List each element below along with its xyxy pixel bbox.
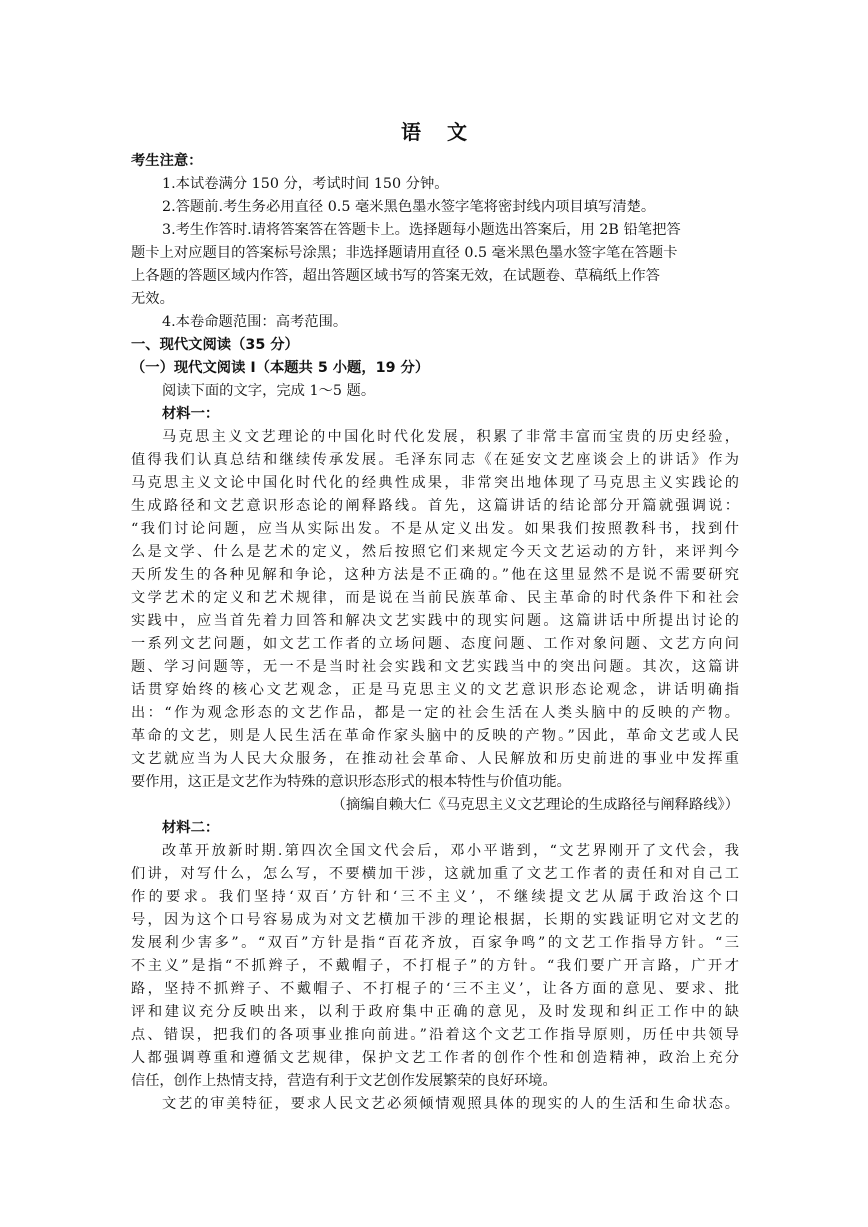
text-line: 一系列文艺问题，如文艺工作者的立场问题、态度问题、工作对象问题、文艺方向问 (131, 636, 739, 652)
document-body (131, 150, 739, 1116)
text-line: 路，坚持不抓辫子、不戴帽子、不打棍子的‘三不主义’，让各方面的意见、要求、批 (131, 981, 739, 997)
text-line: “我们讨论问题，应当从实际出发。不是从定义出发。如果我们按照教科书，找到什 (131, 521, 739, 537)
text-line: 不主义”是指“不抓辫子，不戴帽子，不打棍子”的方针。“我们要广开言路，广开才 (131, 958, 739, 974)
text-line: 改革开放新时期.第四次全国文代会后，邓小平谐到，“文艺界刚开了文代会，我 (162, 843, 739, 859)
text-line: 文艺就应当为人民大众服务，在推动社会革命、人民解放和历史前进的事业中发挥重 (131, 751, 739, 767)
notice-item: 4.本卷命题范围：高考范围。 (162, 314, 348, 330)
material-one-text (131, 426, 739, 794)
text-line: 评和建议充分反映出来，以利于政府集中正确的意见，及时发现和纠正工作中的缺 (131, 1004, 739, 1020)
notice-item: 2.答题前.考生务必用直径 0.5 毫米黑色墨水签字笔将密封线内项目填写清楚。 (162, 199, 656, 215)
text-line: 要作用，这正是文艺作为特殊的意识形态形式的根本特性与价值功能。 (131, 774, 571, 790)
section-heading: 一、现代文阅读（35 分） (131, 337, 299, 353)
text-line: 革命的文艺，则是人民生活在革命作家头脑中的反映的产物。”因此，革命文艺或人民 (131, 728, 739, 744)
text-line: 天所发生的各种见解和争论，这种方法是不正确的。”他在这里显然不是说不需要研究 (131, 567, 739, 583)
notice-heading: 考生注意： (131, 153, 203, 169)
material-one-label: 材料一： (162, 406, 220, 422)
text-line: 文艺的审美特征，要求人民文艺必须倾情观照具体的现实的人的生活和生命状态。 (162, 1096, 739, 1112)
text-line: 实践中，应当首先着力回答和解决文艺实践中的现实问题。这篇讲话中所提出讨论的 (131, 613, 739, 629)
notice-item: 上各题的答题区域内作答，超出答题区域书写的答案无效，在试题卷、草稿纸上作答 (131, 268, 660, 284)
text-line: 出：“作为观念形态的文艺作品，都是一定的社会生活在人类头脑中的反映的产物。 (131, 705, 739, 721)
subsection-heading: （一）现代文阅读 I（本题共 5 小题，19 分） (131, 360, 430, 376)
notice-item: 3.考生作答时.请将答案答在答题卡上。选择题每小题选出答案后，用 2B 铅笔把答 (162, 222, 681, 238)
text-line: 题、学习问题等，无一不是当时社会实践和文艺实践当中的突出问题。其次，这篇讲 (131, 659, 739, 675)
text-line: 话贯穿始终的核心文艺观念，正是马克思主义的文艺意识形态论观念，讲话明确指 (131, 682, 739, 698)
text-line: 生成路径和文艺意识形态论的阐释路线。首先，这篇讲话的结论部分开篇就强调说： (131, 498, 739, 514)
text-line: 们讲，对写什么，怎么写，不要横加干涉，这就加重了文艺工作者的责任和对自己工 (131, 866, 739, 882)
material-one-source: （摘编自赖大仁《马克思主义文艺理论的生成路径与阐释路线》） (331, 797, 739, 813)
text-line: 文学艺术的定义和艺术规律，而是说在当前民族革命、民主革命的时代条件下和社会 (131, 590, 739, 606)
text-line: 么是文学、什么是艺术的定义，然后按照它们来规定今天文艺运动的方针，来评判今 (131, 544, 739, 560)
text-line: 值得我们认真总结和继续传承发展。毛泽东同志《在延安文艺座谈会上的讲话》作为 (131, 452, 739, 468)
text-line: 人都强调尊重和遵循文艺规律，保护文艺工作者的创作个性和创造精神，政治上充分 (131, 1050, 739, 1066)
text-line: 马克思主义文艺理论的中国化时代化发展，积累了非常丰富而宝贵的历史经验， (162, 429, 739, 445)
text-line: 发展利少害多”。“双百”方针是指“百花齐放，百家争鸣”的文艺工作指导方针。“三 (131, 935, 739, 951)
notice-list (131, 173, 739, 334)
text-line: 马克思主义文论中国化时代化的经典性成果，非常突出地体现了马克思主义实践论的 (131, 475, 739, 491)
notice-item: 无效。 (131, 291, 174, 307)
text-line: 信任，创作上热情支持，营造有利于文艺创作发展繁荣的良好环境。 (131, 1073, 557, 1089)
material-two-text (131, 840, 739, 1116)
reading-instruction: 阅读下面的文字，完成 1～5 题。 (162, 383, 376, 399)
notice-item: 1.本试卷满分 150 分，考试时间 150 分钟。 (162, 176, 449, 192)
notice-item: 题卡上对应题目的答案标号涂黑；非选择题请用直径 0.5 毫米黑色墨水签字笔在答题卡 (131, 245, 678, 261)
page-title: 语文 (401, 120, 493, 144)
material-two-label: 材料二： (162, 820, 220, 836)
text-line: 作的要求。我们坚持‘双百’方针和‘三不主义’，不继续提文艺从属于政治这个口 (131, 889, 739, 905)
text-line: 点、错误，把我们的各项事业推向前进。”沿着这个文艺工作指导原则，历任中共领导 (131, 1027, 739, 1043)
text-line: 号，因为这个口号容易成为对文艺横加干涉的理论根据，长期的实践证明它对文艺的 (131, 912, 739, 928)
